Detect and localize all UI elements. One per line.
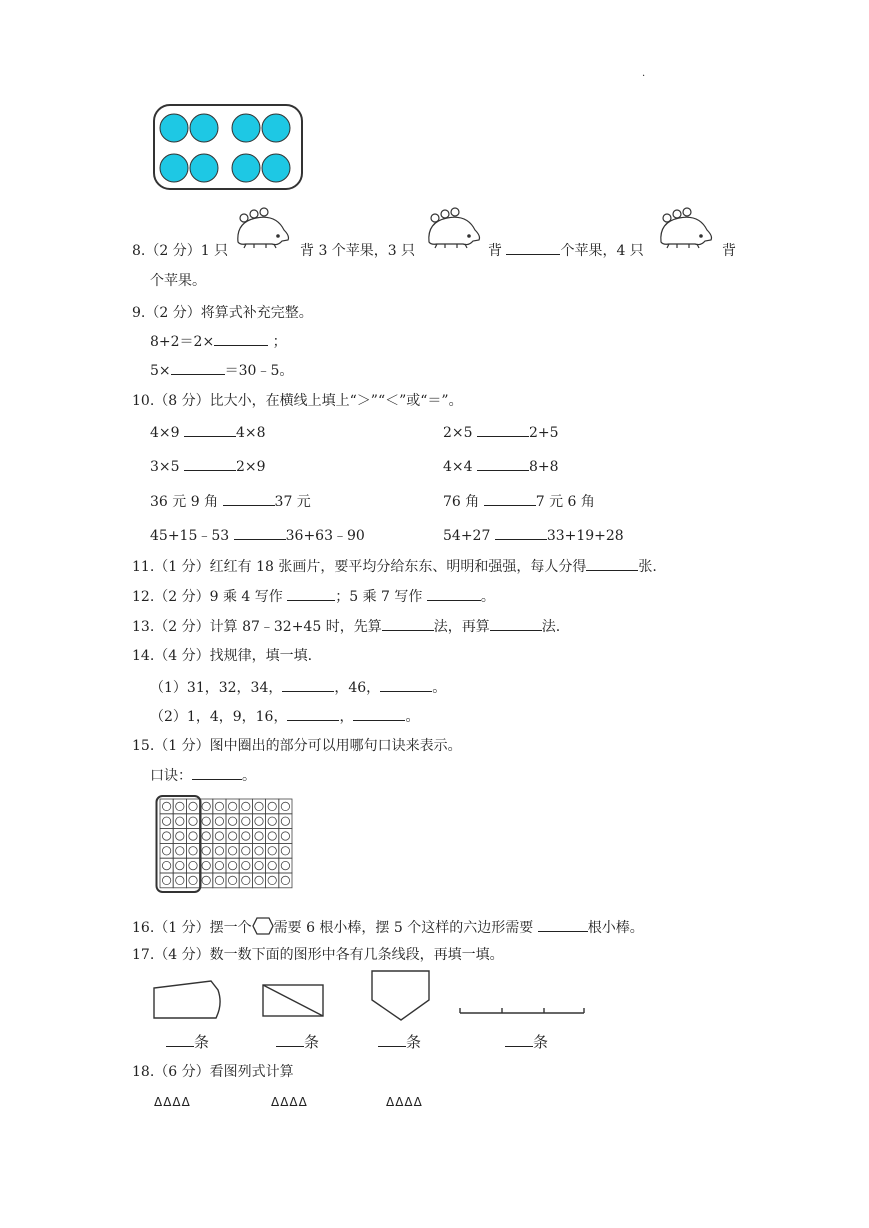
grid-cell — [200, 829, 213, 844]
grid-circle — [281, 876, 289, 884]
q10-row: 36 元 9 角 37 元 — [150, 491, 311, 511]
grid-circle — [162, 832, 170, 840]
grid-cell — [200, 873, 213, 888]
grid-circle — [268, 876, 276, 884]
grid-circle — [228, 876, 236, 884]
grid-circle — [242, 876, 250, 884]
q10-blank[interactable] — [234, 525, 286, 540]
q17-answer: 条 — [378, 1031, 421, 1052]
grid-circle — [268, 802, 276, 810]
q10-title: 10.（8 分）比大小，在横线上填上“＞”“＜”或“＝”。 — [132, 393, 463, 409]
grid-circle — [255, 817, 263, 825]
grid-circle — [268, 847, 276, 855]
q16-blank[interactable] — [538, 917, 588, 932]
q9-blank-2[interactable] — [171, 360, 225, 375]
q14-blank-1[interactable] — [282, 677, 334, 692]
grid-cell — [160, 829, 173, 844]
grid-circle — [268, 832, 276, 840]
q17-answer: 条 — [505, 1031, 548, 1052]
q14-blank-3[interactable] — [287, 706, 339, 721]
q17-blank[interactable] — [505, 1032, 533, 1047]
grid-cell — [200, 799, 213, 814]
grid-circle — [202, 861, 210, 869]
grid-cell — [252, 799, 265, 814]
q8-t2: 背 3 个苹果，3 只 — [300, 243, 416, 259]
q12-blank-1[interactable] — [287, 586, 335, 601]
cyan-dot — [160, 154, 188, 182]
grid-cell — [226, 843, 239, 858]
q13-blank-1[interactable] — [382, 616, 434, 631]
q10-row: 4×4 8+8 — [443, 456, 559, 475]
grid-circle — [281, 832, 289, 840]
shape-pentagon-figure — [153, 980, 223, 1020]
grid-cell — [173, 873, 186, 888]
grid-circle — [176, 876, 184, 884]
q8-blank-1[interactable] — [506, 240, 560, 255]
grid-circle — [255, 861, 263, 869]
grid-cell — [279, 858, 292, 873]
grid-circle — [176, 847, 184, 855]
hedgehog-icon — [655, 208, 717, 250]
grid-cell — [200, 843, 213, 858]
cyan-dot — [232, 154, 260, 182]
grid-cell — [160, 858, 173, 873]
grid-circle — [228, 861, 236, 869]
q10-blank[interactable] — [495, 525, 547, 540]
hedgehog-icon — [232, 208, 294, 250]
grid-circle — [242, 802, 250, 810]
grid-circle — [162, 802, 170, 810]
grid-circle — [189, 817, 197, 825]
grid-cell — [226, 829, 239, 844]
grid-circle — [242, 817, 250, 825]
q8-t3: 背 个苹果，4 只 — [488, 240, 644, 260]
grid-circle — [281, 861, 289, 869]
q15-blank[interactable] — [192, 765, 242, 780]
grid-cell — [239, 829, 252, 844]
q10-blank[interactable] — [184, 456, 236, 471]
grid-cell — [160, 843, 173, 858]
q10-blank[interactable] — [477, 456, 529, 471]
grid-cell — [173, 829, 186, 844]
grid-cell — [266, 829, 279, 844]
grid-circle — [242, 832, 250, 840]
q9-title: 9.（2 分）将算式补充完整。 — [132, 305, 313, 321]
grid-cell — [186, 814, 199, 829]
grid-circle — [281, 847, 289, 855]
grid-circle — [176, 802, 184, 810]
top-dot: . — [642, 68, 646, 79]
grid-circle — [228, 847, 236, 855]
grid-circle — [202, 817, 210, 825]
grid-circle — [228, 802, 236, 810]
q13-blank-2[interactable] — [490, 616, 542, 631]
q10-row: 2×5 2+5 — [443, 422, 559, 441]
grid-circle — [215, 832, 223, 840]
q10-row: 54+27 33+19+28 — [443, 525, 624, 544]
grid-cell — [252, 858, 265, 873]
q10-blank[interactable] — [223, 491, 275, 506]
q12: 12.（2 分）9 乘 4 写作 ；5 乘 7 写作 。 — [132, 586, 495, 606]
q10-row: 4×9 4×8 — [150, 422, 266, 441]
hexagon-icon — [252, 914, 274, 936]
grid-circle — [176, 861, 184, 869]
grid-cell — [213, 829, 226, 844]
q10-row: 3×5 2×9 — [150, 456, 266, 475]
grid-cell — [160, 799, 173, 814]
grid-cell — [252, 829, 265, 844]
grid-circle — [189, 832, 197, 840]
grid-circle — [176, 817, 184, 825]
q15-answer: 口诀： 。 — [150, 765, 256, 785]
grid-cell — [226, 814, 239, 829]
cyan-dot — [160, 114, 188, 142]
q14-s2: （2）1，4，9，16， ， 。 — [150, 706, 419, 726]
grid-circle — [176, 832, 184, 840]
grid-cell — [239, 858, 252, 873]
q17-title: 17.（4 分）数一数下面的图形中各有几条线段，再填一填。 — [132, 947, 504, 963]
cyan-dot — [190, 114, 218, 142]
grid-circle — [281, 817, 289, 825]
grid-circle — [255, 832, 263, 840]
q17-answer: 条 — [276, 1031, 319, 1052]
grid-cell — [266, 873, 279, 888]
grid-circle — [162, 817, 170, 825]
grid-cell — [266, 858, 279, 873]
grid-cell — [226, 873, 239, 888]
shape-rectangle-diagonal-figure — [262, 984, 324, 1018]
grid-cell — [173, 858, 186, 873]
grid-cell — [213, 843, 226, 858]
grid-circle — [242, 847, 250, 855]
grid-cell — [279, 799, 292, 814]
grid-cell — [279, 843, 292, 858]
grid-circle — [228, 832, 236, 840]
shape-shield-figure — [371, 970, 431, 1022]
grid-circle — [202, 832, 210, 840]
grid-cell — [173, 843, 186, 858]
q14-title: 14.（4 分）找规律，填一填. — [132, 648, 313, 664]
grid-cell — [239, 873, 252, 888]
q17-blank[interactable] — [378, 1032, 406, 1047]
grid-circle — [228, 817, 236, 825]
grid-cell — [213, 858, 226, 873]
cyan-dot — [190, 154, 218, 182]
grid-circle — [202, 876, 210, 884]
q15-title: 15.（1 分）图中圈出的部分可以用哪句口诀来表示。 — [132, 738, 462, 754]
grid-circle — [189, 876, 197, 884]
grid-circle — [215, 847, 223, 855]
grid-cell — [252, 873, 265, 888]
grid-circle — [162, 876, 170, 884]
grid-cell — [160, 873, 173, 888]
grid-circle — [281, 802, 289, 810]
grid-circle — [255, 876, 263, 884]
q10-blank[interactable] — [184, 422, 236, 437]
grid-cell — [239, 843, 252, 858]
cyan-dot — [232, 114, 260, 142]
grid-cell — [266, 814, 279, 829]
grid-cell — [160, 814, 173, 829]
grid-circle — [255, 802, 263, 810]
q10-blank[interactable] — [484, 491, 536, 506]
grid-cell — [239, 814, 252, 829]
triangle-group: ΔΔΔΔ — [386, 1095, 423, 1109]
hedgehog-icon — [423, 208, 485, 250]
grid-circle — [215, 802, 223, 810]
grid-cell — [239, 799, 252, 814]
q8-line2: 个苹果。 — [150, 273, 206, 289]
grid-cell — [213, 873, 226, 888]
grid-circle — [202, 847, 210, 855]
shape-line-segments-figure — [458, 1004, 586, 1016]
grid-cell — [279, 814, 292, 829]
triangle-group: ΔΔΔΔ — [271, 1095, 308, 1109]
circle-grid-figure — [156, 795, 296, 895]
grid-cell — [266, 799, 279, 814]
grid-cell — [200, 858, 213, 873]
q10-blank[interactable] — [477, 422, 529, 437]
grid-circle — [215, 861, 223, 869]
q18-title: 18.（6 分）看图列式计算 — [132, 1064, 294, 1080]
grid-circle — [215, 876, 223, 884]
grid-circle — [255, 847, 263, 855]
q10-row: 76 角 7 元 6 角 — [443, 491, 595, 511]
q14-blank-2[interactable] — [380, 677, 432, 692]
grid-circle — [215, 817, 223, 825]
q14-s1: （1）31，32，34， ，46， 。 — [150, 677, 446, 697]
grid-cell — [173, 799, 186, 814]
q13: 13.（2 分）计算 87﹣32+45 时，先算 法，再算 法. — [132, 616, 560, 636]
grid-circle — [189, 861, 197, 869]
q11: 11.（1 分）红红有 18 张画片，要平均分给东东、明明和强强，每人分得 张. — [132, 556, 657, 576]
grid-cell — [186, 873, 199, 888]
grid-cell — [213, 814, 226, 829]
grid-circle — [189, 802, 197, 810]
grid-cell — [252, 843, 265, 858]
grid-cell — [200, 814, 213, 829]
q8-t5: 背 — [722, 243, 736, 259]
grid-cell — [186, 799, 199, 814]
grid-cell — [186, 858, 199, 873]
q9-blank-1[interactable] — [214, 331, 268, 346]
grid-cell — [226, 799, 239, 814]
grid-cell — [252, 814, 265, 829]
q17-blank[interactable] — [166, 1032, 194, 1047]
grid-cell — [226, 858, 239, 873]
grid-circle — [268, 817, 276, 825]
triangle-group: ΔΔΔΔ — [154, 1095, 191, 1109]
q10-row: 45+15﹣53 36+63﹣90 — [150, 525, 365, 545]
grid-cell — [279, 829, 292, 844]
dot-frame-figure — [153, 104, 303, 192]
grid-cell — [279, 873, 292, 888]
grid-cell — [173, 814, 186, 829]
grid-circle — [202, 802, 210, 810]
q9-line1: 8+2＝2× ； — [150, 331, 287, 351]
q12-blank-2[interactable] — [427, 586, 481, 601]
q8-line1: 8.（2 分）1 只 — [132, 243, 229, 259]
q14-blank-4[interactable] — [353, 706, 405, 721]
grid-circle — [268, 861, 276, 869]
cyan-dot — [262, 114, 290, 142]
grid-circle — [162, 847, 170, 855]
q17-blank[interactable] — [276, 1032, 304, 1047]
cyan-dot — [262, 154, 290, 182]
grid-cell — [213, 799, 226, 814]
grid-cell — [266, 843, 279, 858]
grid-circle — [242, 861, 250, 869]
q9-line2: 5× ＝30﹣5。 — [150, 360, 293, 380]
grid-cell — [186, 843, 199, 858]
q11-blank[interactable] — [586, 556, 638, 571]
grid-circle — [189, 847, 197, 855]
q17-answer: 条 — [166, 1031, 209, 1052]
q16: 16.（1 分）摆一个 需要 6 根小棒，摆 5 个这样的六边形需要 根小棒。 — [132, 914, 644, 937]
grid-cell — [186, 829, 199, 844]
grid-circle — [162, 861, 170, 869]
